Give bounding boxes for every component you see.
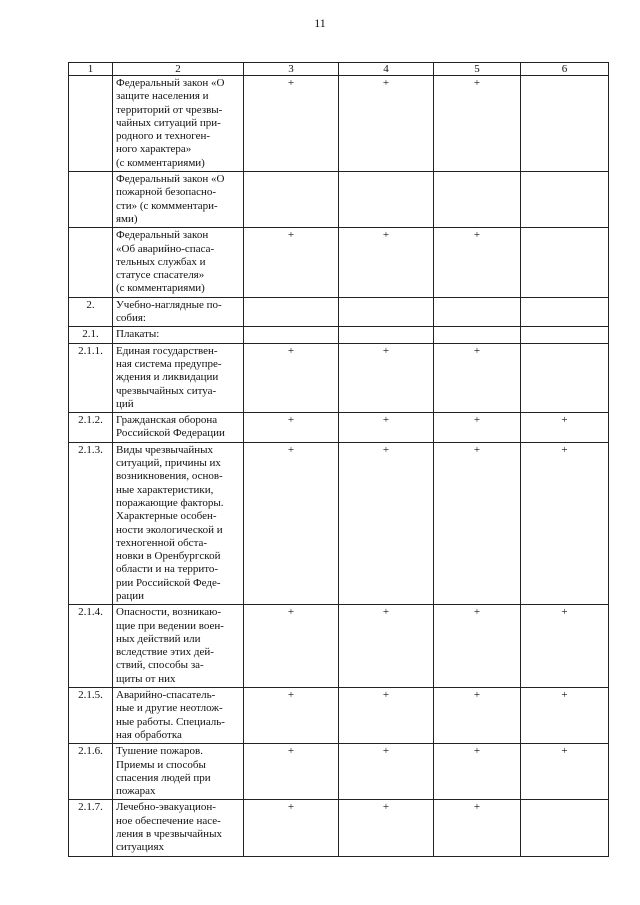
cell-mark: + xyxy=(339,413,434,443)
row-number: 2.1.6. xyxy=(69,744,113,800)
cell-mark: + xyxy=(339,76,434,172)
cell-mark: + xyxy=(244,228,339,297)
cell-mark xyxy=(521,343,609,412)
row-number: 2.1.3. xyxy=(69,442,113,605)
cell-mark xyxy=(339,327,434,343)
cell-mark: + xyxy=(244,442,339,605)
row-text: Опасности, возникаю- щие при ведении воен- ных действий или вследствие этих дей- ствий, способы за- щиты от них xyxy=(113,605,244,688)
cell-mark xyxy=(521,297,609,327)
cell-mark: + xyxy=(339,800,434,856)
row-text: Виды чрезвычайных ситуаций, причины их возникновения, основ- ные характеристики, поражающие факторы. Характерные особен- ности экологической и техногенной обста- новки в Оренбургской области и на террито- рии Российской Феде- рации xyxy=(113,442,244,605)
row-number: 2.1.4. xyxy=(69,605,113,688)
row-text: Единая государствен- ная система предупре- ждения и ликвидации чрезвычайных ситуа- ций xyxy=(113,343,244,412)
cell-mark: + xyxy=(434,442,521,605)
cell-mark xyxy=(244,172,339,228)
row-text: Плакаты: xyxy=(113,327,244,343)
row-number: 2.1.1. xyxy=(69,343,113,412)
table-row xyxy=(69,605,609,688)
cell-mark: + xyxy=(244,343,339,412)
cell-mark: + xyxy=(339,442,434,605)
row-text: Лечебно-эвакуацион- ное обеспечение насе- ления в чрезвычайных ситуациях xyxy=(113,800,244,856)
row-number: 2. xyxy=(69,297,113,327)
cell-mark: + xyxy=(521,413,609,443)
cell-mark: + xyxy=(434,343,521,412)
cell-mark: + xyxy=(521,688,609,744)
row-text: Учебно-наглядные по- собия: xyxy=(113,297,244,327)
cell-mark: + xyxy=(434,800,521,856)
table-row xyxy=(69,297,609,327)
row-number xyxy=(69,76,113,172)
cell-mark: + xyxy=(244,605,339,688)
column-header: 5 xyxy=(434,63,521,76)
cell-mark: + xyxy=(521,442,609,605)
cell-mark xyxy=(434,297,521,327)
row-number: 2.1.5. xyxy=(69,688,113,744)
cell-mark: + xyxy=(244,688,339,744)
cell-mark: + xyxy=(434,688,521,744)
column-header: 6 xyxy=(521,63,609,76)
table-row xyxy=(69,744,609,800)
header-row xyxy=(69,63,609,76)
cell-mark: + xyxy=(339,228,434,297)
row-number: 2.1.7. xyxy=(69,800,113,856)
table-row xyxy=(69,800,609,856)
cell-mark: + xyxy=(244,413,339,443)
cell-mark xyxy=(244,327,339,343)
row-number xyxy=(69,172,113,228)
cell-mark: + xyxy=(434,744,521,800)
cell-mark: + xyxy=(339,688,434,744)
cell-mark: + xyxy=(521,605,609,688)
table-row xyxy=(69,172,609,228)
cell-mark xyxy=(244,297,339,327)
cell-mark xyxy=(434,172,521,228)
cell-mark xyxy=(339,172,434,228)
row-text: Федеральный закон «О защите населения и территорий от чрезвы- чайных ситуаций при- родного и техноген- ного характера» (с комментариями) xyxy=(113,76,244,172)
cell-mark: + xyxy=(244,800,339,856)
table-row xyxy=(69,343,609,412)
cell-mark: + xyxy=(244,76,339,172)
row-text: Гражданская оборона Российской Федерации xyxy=(113,413,244,443)
cell-mark xyxy=(521,800,609,856)
row-text: Федеральный закон «Об аварийно-спаса- тельных службах и статусе спасателя» (с комментариями) xyxy=(113,228,244,297)
column-header: 2 xyxy=(113,63,244,76)
cell-mark: + xyxy=(339,744,434,800)
column-header: 1 xyxy=(69,63,113,76)
cell-mark xyxy=(521,228,609,297)
cell-mark xyxy=(521,327,609,343)
table-row xyxy=(69,442,609,605)
table-row xyxy=(69,413,609,443)
cell-mark: + xyxy=(434,76,521,172)
cell-mark: + xyxy=(521,744,609,800)
column-header: 3 xyxy=(244,63,339,76)
cell-mark xyxy=(521,76,609,172)
cell-mark xyxy=(339,297,434,327)
table-row xyxy=(69,76,609,172)
equipment-table xyxy=(68,62,609,857)
cell-mark: + xyxy=(339,605,434,688)
cell-mark: + xyxy=(244,744,339,800)
column-header: 4 xyxy=(339,63,434,76)
cell-mark: + xyxy=(434,413,521,443)
row-number: 2.1. xyxy=(69,327,113,343)
cell-mark xyxy=(521,172,609,228)
cell-mark: + xyxy=(434,228,521,297)
row-number: 2.1.2. xyxy=(69,413,113,443)
row-text: Федеральный закон «О пожарной безопасно- сти» (с коммментари- ями) xyxy=(113,172,244,228)
table-row xyxy=(69,688,609,744)
cell-mark: + xyxy=(339,343,434,412)
row-text: Тушение пожаров. Приемы и способы спасения людей при пожарах xyxy=(113,744,244,800)
row-number xyxy=(69,228,113,297)
cell-mark: + xyxy=(434,605,521,688)
page-number: 11 xyxy=(314,16,326,30)
table-row xyxy=(69,327,609,343)
cell-mark xyxy=(434,327,521,343)
row-text: Аварийно-спасатель- ные и другие неотлож- ные работы. Специаль- ная обработка xyxy=(113,688,244,744)
table-row xyxy=(69,228,609,297)
